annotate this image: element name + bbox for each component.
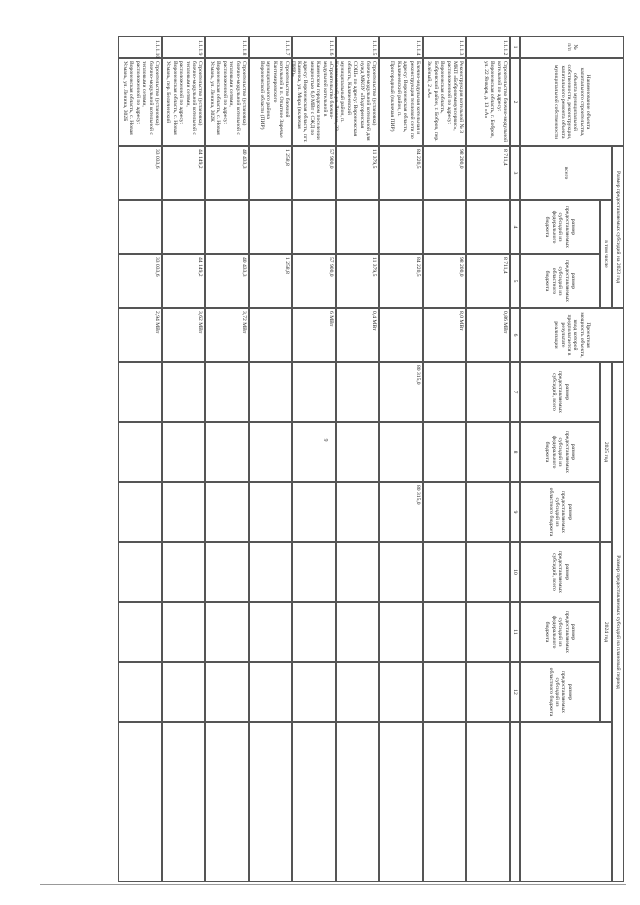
table-cell-empty [206,722,250,882]
table-cell-empty [336,200,380,254]
table-cell-p_total [119,362,163,422]
table-cell-empty [336,422,380,482]
table-cell-reg: 44 149,2 [162,254,206,308]
colnum: 4 [510,200,520,254]
table-cell-total: 8 711,4 [467,146,511,200]
table-cell-cap: 0,4 МВт [336,308,380,362]
table-cell-p_reg: 80 315,0 [380,482,424,542]
table-cell-name: Строительство (установка) блочно-модульной котельной с тепловыми сетями, расположенной по адресу: Воронежская область, с. Новая Усмань, ул. Ленина, 302К [206,58,250,146]
table-cell-empty [119,422,163,482]
table-cell-empty [293,542,337,602]
colnum: 11 [510,602,520,662]
table-cell-empty [162,722,206,882]
table-cell-empty [249,422,293,482]
table-cell-empty [380,422,424,482]
table-cell-empty [206,200,250,254]
table-cell-empty [249,542,293,602]
table-cell-p_total [206,362,250,422]
table-cell-empty [467,662,511,722]
table-cell-p_total [467,362,511,422]
table-cell-empty [336,662,380,722]
table-cell-id: 1.1.1.8 [206,36,250,58]
table-cell-empty [249,722,293,882]
table-cell-empty [293,200,337,254]
table-cell-empty [423,200,467,254]
table-cell-empty [293,662,337,722]
table-cell-empty [162,200,206,254]
header-2025-fed: размер предоставляемых субсидий из федерального бюджета [520,422,600,482]
table-cell-empty [336,542,380,602]
colnum: 6 [510,308,520,362]
table-cell-empty [119,602,163,662]
table-cell-empty [162,422,206,482]
table-cell-empty [119,200,163,254]
colnum: 1 [510,36,520,58]
table-cell-total: 98 200,0 [423,146,467,200]
table-cell-name: Строительство блочно-модульной котельной по адресу: Воронежская область, г. Бобров, ул. 22 Января, д. 13 «А» [467,58,511,146]
table-cell-total: 40 433,3 [206,146,250,200]
header-reg: размер предоставляемых субсидий из областного бюджета [520,254,600,308]
table-cell-empty [249,200,293,254]
table-cell-id: 1.1.1.2 [467,36,511,58]
header-2025: 2025 год [600,362,612,542]
table-cell-empty [380,542,424,602]
table-cell-p_total: 80 315,0 [380,362,424,422]
table-cell-empty [380,602,424,662]
table-cell-empty [162,662,206,722]
table-cell-p_reg [119,482,163,542]
colnum: 5 [510,254,520,308]
table-cell-reg: 84 220,5 [380,254,424,308]
table-cell-empty [380,722,424,882]
table-cell-empty [467,542,511,602]
table-cell-empty [119,722,163,882]
table-cell-empty [119,662,163,722]
table-cell-name: Строительство (установка) блочно-модульной котельной с тепловыми сетями, расположенной по адресу: Воронежская область, с. Новая Усмань, пер. Беличенский [162,58,206,146]
table-cell-empty [423,542,467,602]
table-cell-empty [423,722,467,882]
table-cell-empty [423,662,467,722]
table-cell-p_total [249,362,293,422]
table-cell-empty [467,602,511,662]
table-cell-empty [249,602,293,662]
table-cell-p_reg [206,482,250,542]
table-cell-empty [380,662,424,722]
table-cell-empty [423,422,467,482]
page-number: 9 [322,438,328,442]
table-cell-empty [206,662,250,722]
table-cell-reg: 40 433,3 [206,254,250,308]
header-plan-group: Размер предоставляемых субсидий на плановый период [612,362,624,882]
colnum: 3 [510,146,520,200]
table-cell-empty [162,602,206,662]
table-cell-empty [293,602,337,662]
colnum: 10 [510,542,520,602]
table-cell-empty [293,422,337,482]
header-fed: размер предоставляемых субсидий из федерального бюджета [520,200,600,254]
colnum: 12 [510,662,520,722]
table-cell-reg: 8 711,4 [467,254,511,308]
bottom-divider [40,884,626,885]
header-2024-fed: размер предоставляемых субсидий из федерального бюджета [520,602,600,662]
table-cell-cap: 8,0 МВт [423,308,467,362]
table-cell-p_total [162,362,206,422]
table-cell-empty [206,422,250,482]
table-cell-id: 1.1.1.3 [423,36,467,58]
table-cell-id: 1.1.1.7 [249,36,293,58]
header-2025-reg: размер предоставляемых субсидий из областного бюджета [520,482,600,542]
subsidy-table [116,36,624,882]
table-cell-total: 1 258,8 [249,146,293,200]
table-cell-reg: 1 258,8 [249,254,293,308]
table-cell-p_reg [336,482,380,542]
table-cell-empty [206,542,250,602]
header-extra [520,722,612,882]
table-cell-p_total [293,362,337,422]
table-cell-name: Строительство (установка) блочно-модульной котельной для нужд МКОУ «Подгоренская СОШ» по адресу: Воронежская область, Калачеевский муниципальный район, п. Калачеевский, ул. Ленина, 23 [336,58,380,146]
colnum: 2 [510,58,520,146]
table-cell-cap: 0,86 МВт [467,308,511,362]
table-cell-p_reg [293,482,337,542]
table-cell-empty [119,542,163,602]
colnum: 8 [510,422,520,482]
table-cell-empty [206,602,250,662]
table-cell-p_total [336,362,380,422]
table-cell-empty [380,200,424,254]
header-in-that: в том числе [600,200,612,308]
table-cell-name: «Строительство блочно-модульной котельной в Каменском городском поселении мощностью 6,0 МВт с СЖД по адресу: Воронежская область, пгт. Каменка, ул. Мира (включая ПИР)» [293,58,337,146]
table-cell-empty [336,722,380,882]
table-cell-empty [162,542,206,602]
table-cell-cap: 6 МВт [293,308,337,362]
table-cell-id: 1.1.1.5 [336,36,380,58]
table-cell-p_reg [162,482,206,542]
header-2023-group: Размер предоставляемых субсидий на 2023 год [612,146,624,308]
table-cell-p_reg [249,482,293,542]
table-cell-reg: 57 900,0 [293,254,337,308]
table-cell-id: 1.1.1.10 [119,36,163,58]
table-cell-empty [423,602,467,662]
header-capacity: Проектная мощность объекта, ввод которой предполагается в результате реализации [520,308,624,362]
table-cell-total: 11 379,5 [336,146,380,200]
table-cell-id: 1.1.1.4 [380,36,424,58]
table-cell-p_total [423,362,467,422]
table-cell-empty [467,422,511,482]
header-2024-total: размер предоставляемых субсидий, всего [520,542,600,602]
table-cell-total: 57 900,0 [293,146,337,200]
table-cell-cap: 3,72 МВт [206,308,250,362]
table-cell-name: Реконструкция котельной № 3 МКП «Бобровоммунсервис», расположенной по адресу: Воронежская область, Бобровский район, г. Бобров, пер. Зелёный, 2 «А» [423,58,467,146]
header-2024-reg: размер предоставляемых субсидий из областного бюджета [520,662,600,722]
table-cell-cap [380,308,424,362]
table-cell-total: 33 033,6 [119,146,163,200]
header-name: Наименование объекта капитального строительства, объекта муниципальной собственности, реконструкции, капитального ремонта объекта муниципальной собственности [520,58,624,146]
colnum: 7 [510,362,520,422]
table-cell-cap [249,308,293,362]
table-cell-name: Блочно-модульная котельная и реконструкция тепловой сети по адресу: Воронежская область, Калачеевский район, п. Пригородный (включая ПИР) [380,58,424,146]
table-cell-empty [336,602,380,662]
table-cell-empty [467,200,511,254]
table-cell-reg: 33 033,6 [119,254,163,308]
header-no: № п/п [520,36,624,58]
table-cell-cap: 3,62 МВт [162,308,206,362]
colnum-extra [510,722,520,882]
header-2025-total: размер предоставляемых субсидий, всего [520,362,600,422]
table-cell-empty [293,722,337,882]
table-cell-id: 1.1.1.6 [293,36,337,58]
table-cell-empty [467,722,511,882]
table-cell-p_reg [467,482,511,542]
table-cell-reg: 98 200,0 [423,254,467,308]
table-cell-name: Строительство (установка) блочно-модульной котельной с тепловыми сетями, расположенной по адресу: Воронежская область, с. Новая Усмань, ул. Ленина, 302Б [119,58,163,146]
table-cell-reg: 11 379,5 [336,254,380,308]
table-cell-empty [249,662,293,722]
table-cell-name: Строительство блочной котельной в п. Опытное Заречье Кантемировского муниципального района Воронежской области (ПИР) [249,58,293,146]
table-cell-total: 44 149,2 [162,146,206,200]
colnum: 9 [510,482,520,542]
table-cell-p_reg [423,482,467,542]
header-total: всего [520,146,612,200]
header-2024: 2024 год [600,542,612,722]
rotated-table-sheet [116,36,624,882]
table-cell-total: 84 220,5 [380,146,424,200]
table-cell-cap: 2,94 МВт [119,308,163,362]
table-cell-id: 1.1.1.9 [162,36,206,58]
